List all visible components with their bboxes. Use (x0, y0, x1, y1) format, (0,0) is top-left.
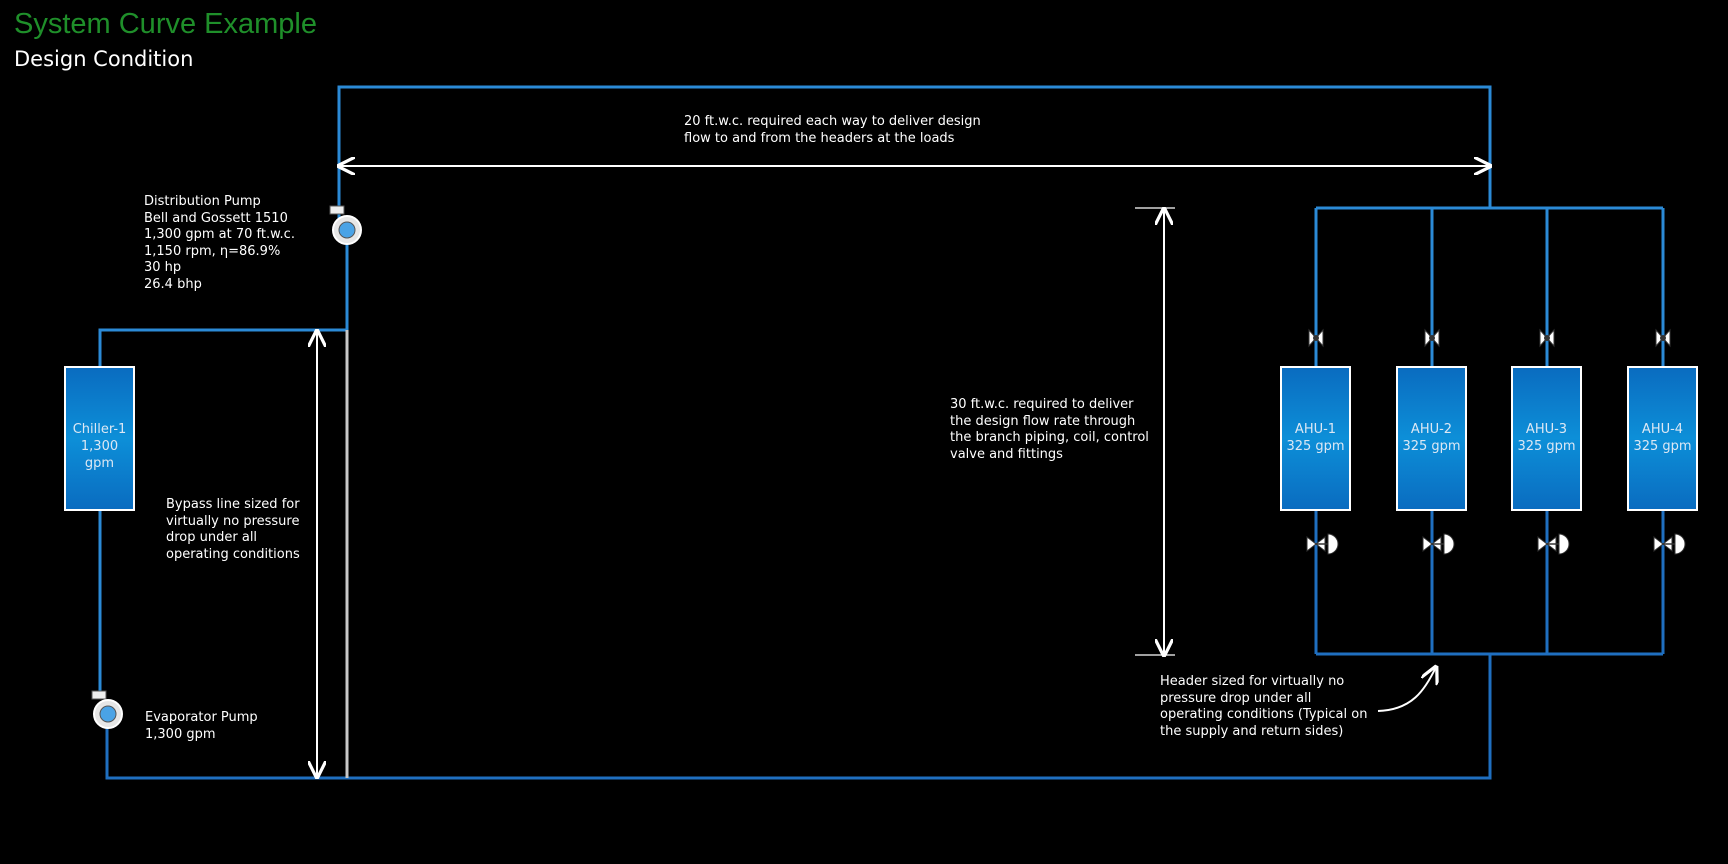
control-valve-icon (1538, 534, 1569, 554)
ahu-2 (1396, 366, 1467, 511)
distribution-head-note: 20 ft.w.c. required each way to deliver design flow to and from the headers at the loads (684, 114, 981, 146)
control-valves (1307, 534, 1685, 554)
ahu-2-label: AHU-2 325 gpm (1402, 422, 1461, 454)
header-note: Header sized for virtually no pressure drop under all operating conditions (Typical on the supply and return sides) (1160, 674, 1368, 739)
ahu-3-label: AHU-3 325 gpm (1517, 422, 1576, 454)
distribution-pump-note: Distribution Pump Bell and Gossett 1510 1,300 gpm at 70 ft.w.c. 1,150 rpm, η=86.9% 30 hp 26.4 bhp (144, 194, 295, 292)
evaporator-pump-note: Evaporator Pump 1,300 gpm (145, 710, 258, 742)
diagram-title: System Curve Example (14, 8, 317, 40)
bypass-note: Bypass line sized for virtually no pressure drop under all operating conditions (166, 497, 300, 562)
control-valve-icon (1307, 534, 1338, 554)
ahu-1 (1280, 366, 1351, 511)
chiller-1 (64, 366, 135, 511)
ahu-1-label: AHU-1 325 gpm (1286, 422, 1345, 454)
return-piping (107, 511, 1663, 778)
balancing-valves (1309, 330, 1670, 346)
ahu-4 (1627, 366, 1698, 511)
control-valve-icon (1423, 534, 1454, 554)
distribution-main-pipe (339, 87, 1490, 226)
diagram-subtitle: Design Condition (14, 47, 194, 71)
branch-head-note: 30 ft.w.c. required to deliver the design flow rate through the branch piping, coil, control valve and fittings (950, 397, 1149, 462)
ahu-3 (1511, 366, 1582, 511)
chiller-1-label: Chiller-1 1,300 gpm (72, 422, 127, 471)
header-callout-arrow (1378, 667, 1436, 711)
ahu-4-label: AHU-4 325 gpm (1633, 422, 1692, 454)
evaporator-pump-icon (92, 691, 122, 728)
distribution-pump-icon (330, 206, 361, 244)
control-valve-icon (1654, 534, 1685, 554)
